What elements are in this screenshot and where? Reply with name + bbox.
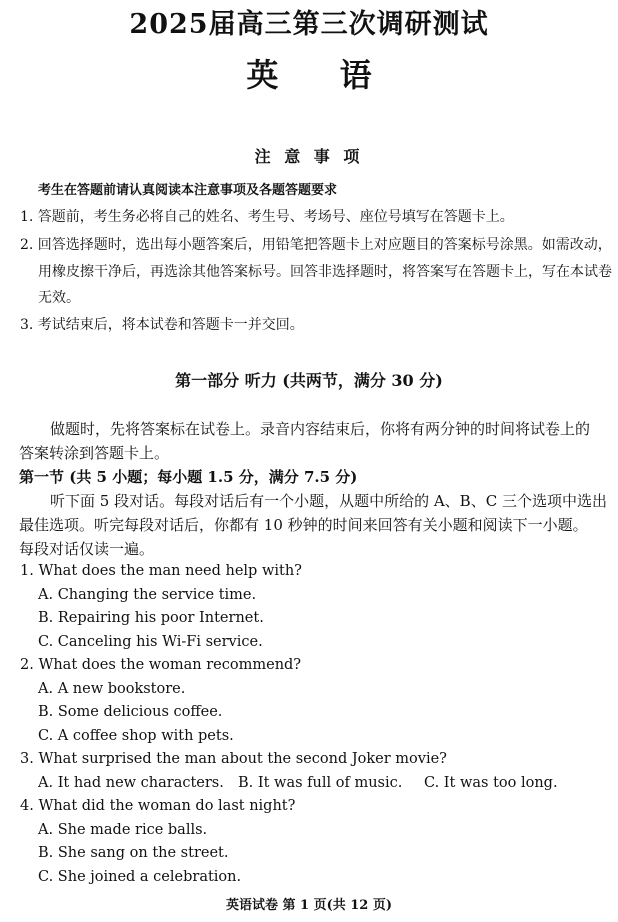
question-3-option-a: A. It had new characters. [38,775,224,791]
page-footer: 英语试卷 第 1 页(共 12 页) [225,898,393,913]
question-1-option-b: B. Repairing his poor Internet. [38,610,264,626]
question-1-option-c: C. Canceling his Wi-Fi service. [38,634,263,650]
part1-intro-line2: 答案转涂到答题卡上。 [19,444,170,462]
question-3-option-c: C. It was too long. [424,775,558,791]
section1-intro: 听下面 5 段对话。每段对话后有一个小题，从题中所给的 A、B、C 三个选项中选出 [50,492,607,510]
notice-item-1: 1. 答题前，考生务必将自己的姓名、考生号、考场号、座位号填写在答题卡上。 [20,209,514,225]
question-3: 3. What surprised the man about the second Joker movie? [20,751,447,767]
notice-item-2-line3: 无效。 [38,290,80,306]
question-2-option-b: B. Some delicious coffee. [38,704,223,720]
notice-item-2: 2. 回答选择题时，选出每小题答案后，用铅笔把答题卡上对应题目的答案标号涂黑。如需改动， [20,237,612,253]
question-1-option-a: A. Changing the service time. [38,587,257,603]
part1-intro: 做题时，先将答案标在试卷上。录音内容结束后，你将有两分钟的时间将试卷上的 [50,420,591,438]
question-4-option-c: C. She joined a celebration. [38,869,242,885]
section1-intro-line2: 最佳选项。听完每段对话后，你都有 10 秒钟的时间来回答有关小题和阅读下一小题。 [19,516,588,534]
question-2: 2. What does the woman recommend? [20,657,302,673]
part1-heading: 第一部分 听力 (共两节，满分 30 分) [175,371,443,390]
question-3-option-b: B. It was full of music. [238,775,403,791]
question-4-option-a: A. She made rice balls. [38,822,208,838]
notice-item-2-line2: 用橡皮擦干净后，再选涂其他答案标号。回答非选择题时，将答案写在答题卡上，写在本试卷 [38,264,612,280]
subject-title: 英 语 [246,56,372,94]
notice-heading: 注 意 事 项 [254,147,364,166]
question-4-option-b: B. She sang on the street. [38,845,229,861]
question-4: 4. What did the woman do last night? [20,798,296,814]
notice-subheading: 考生在答题前请认真阅读本注意事项及各题答题要求 [38,183,338,198]
notice-item-3: 3. 考试结束后，将本试卷和答题卡一并交回。 [20,317,304,333]
question-2-option-c: C. A coffee shop with pets. [38,728,234,744]
question-1: 1. What does the man need help with? [20,563,302,579]
section1-intro-line3: 每段对话仅读一遍。 [19,540,155,558]
question-2-option-a: A. A new bookstore. [38,681,186,697]
section1-heading: 第一节 (共 5 小题；每小题 1.5 分，满分 7.5 分) [19,468,358,486]
exam-title: 2025届高三第三次调研测试 [129,9,489,40]
